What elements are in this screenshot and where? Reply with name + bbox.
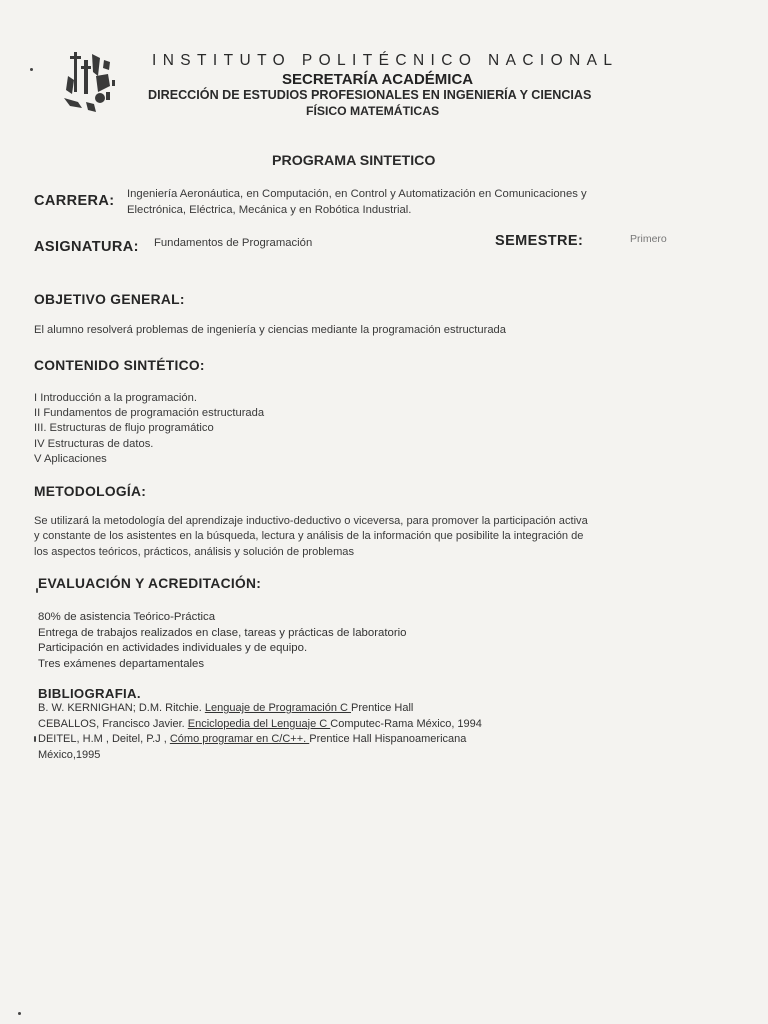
bib-last-line: México,1995 — [38, 748, 101, 761]
bib-book-title: Lenguaje de Programación C — [204, 702, 352, 714]
program-title: PROGRAMA SINTETICO — [272, 153, 436, 169]
semestre-value: Primero — [630, 233, 667, 245]
paragraph-line: Se utilizará la metodología del aprendizaje inductivo-deductivo o viceversa, para promover la participación activa — [34, 515, 588, 527]
list-item: Tres exámenes departamentales — [38, 657, 205, 670]
secretaria-heading: SECRETARÍA ACADÉMICA — [282, 71, 474, 88]
asignatura-label: ASIGNATURA: — [34, 239, 139, 255]
bibliografia-list — [38, 701, 482, 763]
bib-publisher: Computec-Rama México, 1994 — [330, 717, 482, 730]
bib-book-title: Enciclopedia del Lenguaje C — [187, 717, 331, 730]
bib-publisher: Prentice Hall Hispanoamericana — [309, 733, 467, 746]
bib-entry — [38, 701, 482, 717]
bib-authors: DEITEL, H.M , Deitel, P.J , — [38, 733, 170, 746]
institute-name: INSTITUTO POLITÉCNICO NACIONAL — [152, 52, 619, 69]
list-item: Entrega de trabajos realizados en clase, tareas y prácticas de laboratorio — [38, 626, 407, 639]
evaluacion-list — [38, 610, 407, 672]
paragraph-line: los aspectos teóricos, prácticos, análisis y solución de problemas — [34, 545, 355, 558]
bib-publisher: Prentice Hall — [351, 702, 414, 714]
objetivo-title: OBJETIVO GENERAL: — [34, 292, 185, 307]
metodologia-text — [34, 514, 588, 560]
asignatura-value: Fundamentos de Programación — [154, 237, 313, 249]
list-item: IV Estructuras de datos. — [34, 437, 154, 450]
carrera-value-line1: Ingeniería Aeronáutica, en Computación, en Control y Automatización en Comunicaciones y — [127, 188, 587, 200]
bib-authors: CEBALLOS, Francisco Javier. — [38, 717, 188, 730]
contenido-title: CONTENIDO SINTÉTICO: — [34, 358, 205, 373]
scan-speck — [18, 1012, 21, 1015]
objetivo-text: El alumno resolverá problemas de ingeniería y ciencias mediante la programación estructurada — [34, 324, 506, 336]
fisico-heading: FÍSICO MATEMÁTICAS — [306, 104, 440, 118]
evaluacion-title: EVALUACIÓN Y ACREDITACIÓN: — [38, 576, 262, 591]
bib-entry — [38, 717, 482, 733]
list-item: I Introducción a la programación. — [34, 392, 197, 404]
carrera-label: CARRERA: — [34, 193, 115, 209]
semestre-label: SEMESTRE: — [495, 233, 584, 249]
scan-speck — [36, 588, 38, 593]
direccion-heading: DIRECCIÓN DE ESTUDIOS PROFESIONALES EN INGENIERÍA Y CIENCIAS — [148, 88, 592, 102]
bib-authors: B. W. KERNIGHAN; D.M. Ritchie. — [38, 702, 205, 714]
list-item: II Fundamentos de programación estructurada — [34, 407, 265, 420]
contenido-list — [34, 391, 264, 467]
list-item: Participación en actividades individuales y de equipo. — [38, 642, 308, 654]
bib-book-title: Cómo programar en C/C++. — [169, 733, 310, 746]
bib-entry — [38, 732, 482, 748]
scan-speck — [30, 68, 33, 71]
list-item: III. Estructuras de flujo programático — [34, 422, 214, 435]
metodologia-title: METODOLOGÍA: — [34, 484, 147, 499]
bibliografia-title: BIBLIOGRAFIA. — [38, 686, 141, 701]
list-item: 80% de asistencia Teórico-Práctica — [38, 611, 216, 623]
ipn-logo-icon — [60, 46, 122, 116]
carrera-value-line2: Electrónica, Eléctrica, Mecánica y en Robótica Industrial. — [127, 204, 412, 216]
list-item: V Aplicaciones — [34, 452, 107, 465]
paragraph-line: y constante de los asistentes en la búsqueda, lectura y análisis de la información que posibilite la integración de — [34, 530, 584, 543]
scan-speck — [34, 736, 36, 742]
